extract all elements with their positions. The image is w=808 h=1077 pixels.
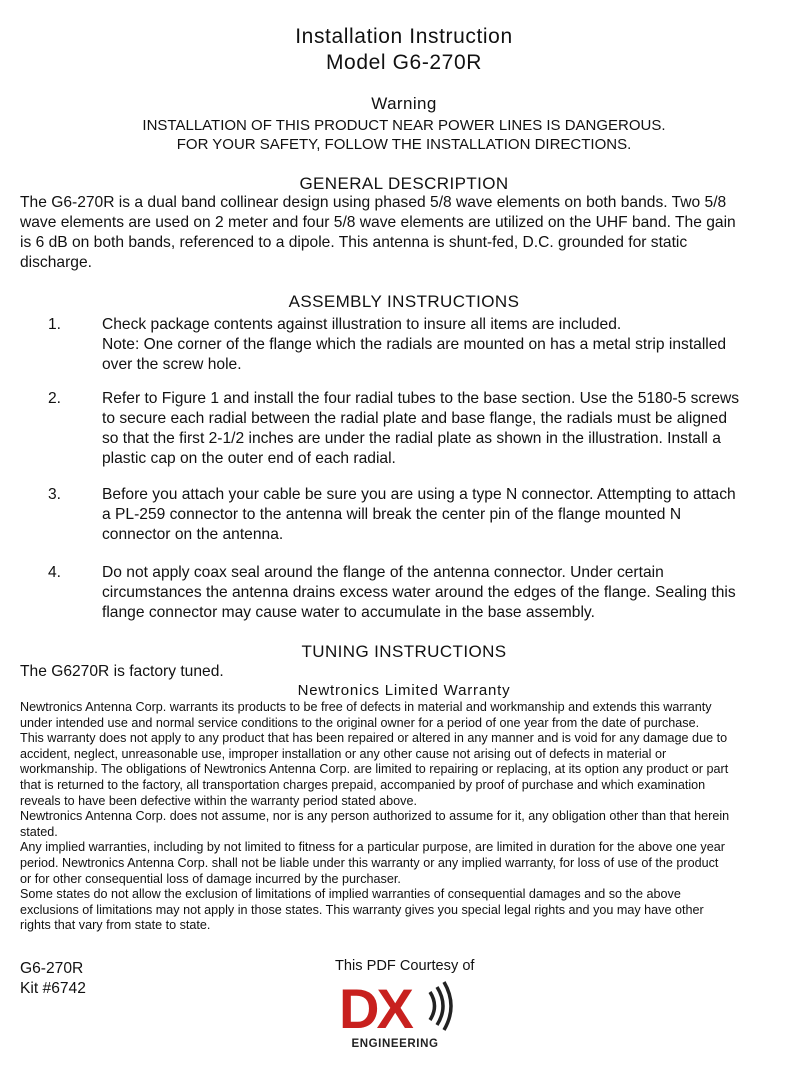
dx-engineering-logo [338, 976, 458, 1050]
step-line: a PL-259 connector to the antenna will break the center pin of the flange mounted N [102, 506, 682, 523]
general-line: discharge. [20, 254, 92, 271]
step-2-number: 2. [48, 390, 62, 407]
general-line: The G6-270R is a dual band collinear design using phased 5/8 wave elements on both bands. Two 5/8 [20, 194, 727, 211]
general-line: wave elements are used on 2 meter and four 5/8 wave elements are utilized on the UHF band. The gain [20, 214, 736, 231]
step-3-number: 3. [48, 486, 62, 503]
step-line: to secure each radial between the radial plate and base flange, the radials must be aligned [102, 410, 728, 427]
warning-line-1: INSTALLATION OF THIS PRODUCT NEAR POWER LINES IS DANGEROUS. [142, 117, 666, 134]
warranty-line: exclusions of limitations may not apply in those states. This warranty gives you special legal rights and you may have other [20, 902, 704, 917]
step-line: Check package contents against illustration to insure all items are included. [102, 316, 622, 333]
title-line-2: Model G6-270R [325, 51, 483, 74]
footer-model: G6-270R [20, 960, 84, 977]
footer-kit: Kit #6742 [20, 980, 86, 997]
warranty-line: under intended use and normal service conditions to the original owner for a period of one year from the date of purchase. [20, 715, 700, 730]
dx-logo-word: ENGINEERING [351, 1038, 439, 1050]
warranty-text [20, 700, 795, 934]
step-line: flange connector may cause water to accumulate in the base assembly. [102, 604, 595, 621]
step-4-number: 4. [48, 564, 62, 581]
assembly-heading: ASSEMBLY INSTRUCTIONS [288, 292, 520, 311]
step-line: Refer to Figure 1 and install the four radial tubes to the base section. Use the 5180-5 screws [102, 390, 740, 407]
warranty-heading: Newtronics Limited Warranty [297, 682, 511, 699]
signal-arc-icon [444, 982, 451, 1030]
step-line: circumstances the antenna drains excess water around the edges of the flange. Sealing this [102, 584, 736, 601]
step-line: so that the first 2-1/2 inches are under the radial plate as shown in the illustration. Install a [102, 430, 721, 447]
document-title [0, 24, 808, 76]
warranty-line: Some states do not allow the exclusion of limitations of implied warranties of consequential damages and so the above [20, 887, 681, 902]
step-1-text [102, 315, 792, 375]
signal-arc-icon [430, 992, 435, 1020]
warranty-line: that is returned to the factory, all transportation charges prepaid, accompanied by proof of purchase and which examination [20, 777, 706, 792]
step-2-text [102, 389, 792, 469]
title-line-1: Installation Instruction [295, 25, 513, 48]
warranty-line: accident, neglect, unreasonable use, improper installation or any other cause not arising out of defects in material or [20, 746, 667, 761]
step-line: Do not apply coax seal around the flange of the antenna connector. Under certain [102, 564, 664, 581]
warranty-line: period. Newtronics Antenna Corp. shall not be liable under this warranty or any implied warranty, for loss of use of the product [20, 855, 719, 870]
step-3-text [102, 485, 792, 545]
general-description-text [20, 193, 795, 273]
signal-arc-icon [437, 987, 443, 1025]
warning-heading: Warning [371, 94, 437, 113]
step-1-number: 1. [48, 316, 62, 333]
step-line: over the screw hole. [102, 356, 242, 373]
warranty-line: workmanship. The obligations of Newtronics Antenna Corp. are limited to repairing or replacing, at its option any product or part [20, 762, 729, 777]
warranty-line: or for other consequential loss of damage incurred by the purchaser. [20, 871, 401, 886]
warranty-line: stated. [20, 824, 58, 839]
dx-logo-graphic [338, 976, 458, 1050]
warranty-line: Any implied warranties, including by not limited to fitness for a particular purpose, are limited in duration for the above one year [20, 840, 725, 855]
warning-line-2: FOR YOUR SAFETY, FOLLOW THE INSTALLATION DIRECTIONS. [176, 136, 632, 153]
dx-logo-letters: DX [339, 977, 411, 1040]
general-description-heading: GENERAL DESCRIPTION [299, 174, 509, 193]
warranty-line: Newtronics Antenna Corp. warrants its products to be free of defects in material and workmanship and extends this warranty [20, 700, 712, 714]
step-line: plastic cap on the outer end of each radial. [102, 450, 396, 467]
general-line: is 6 dB on both bands, referenced to a dipole. This antenna is shunt-fed, D.C. grounded for static [20, 234, 688, 251]
warranty-line: Newtronics Antenna Corp. does not assume, nor is any person authorized to assume for it, any obligation other than that herein [20, 809, 730, 824]
step-line: Note: One corner of the flange which the radials are mounted on has a metal strip installed [102, 336, 727, 353]
step-4-text [102, 563, 792, 623]
courtesy-text: This PDF Courtesy of [335, 958, 475, 974]
step-line: connector on the antenna. [102, 526, 284, 543]
warranty-line: reveals to have been defective within the warranty period stated above. [20, 793, 417, 808]
tuning-text: The G6270R is factory tuned. [20, 663, 224, 680]
warranty-line: rights that vary from state to state. [20, 918, 211, 933]
step-line: Before you attach your cable be sure you are using a type N connector. Attempting to attach [102, 486, 736, 503]
warranty-line: This warranty does not apply to any product that has been repaired or altered in any manner and is void for any damage due to [20, 731, 728, 746]
tuning-heading: TUNING INSTRUCTIONS [301, 642, 507, 661]
